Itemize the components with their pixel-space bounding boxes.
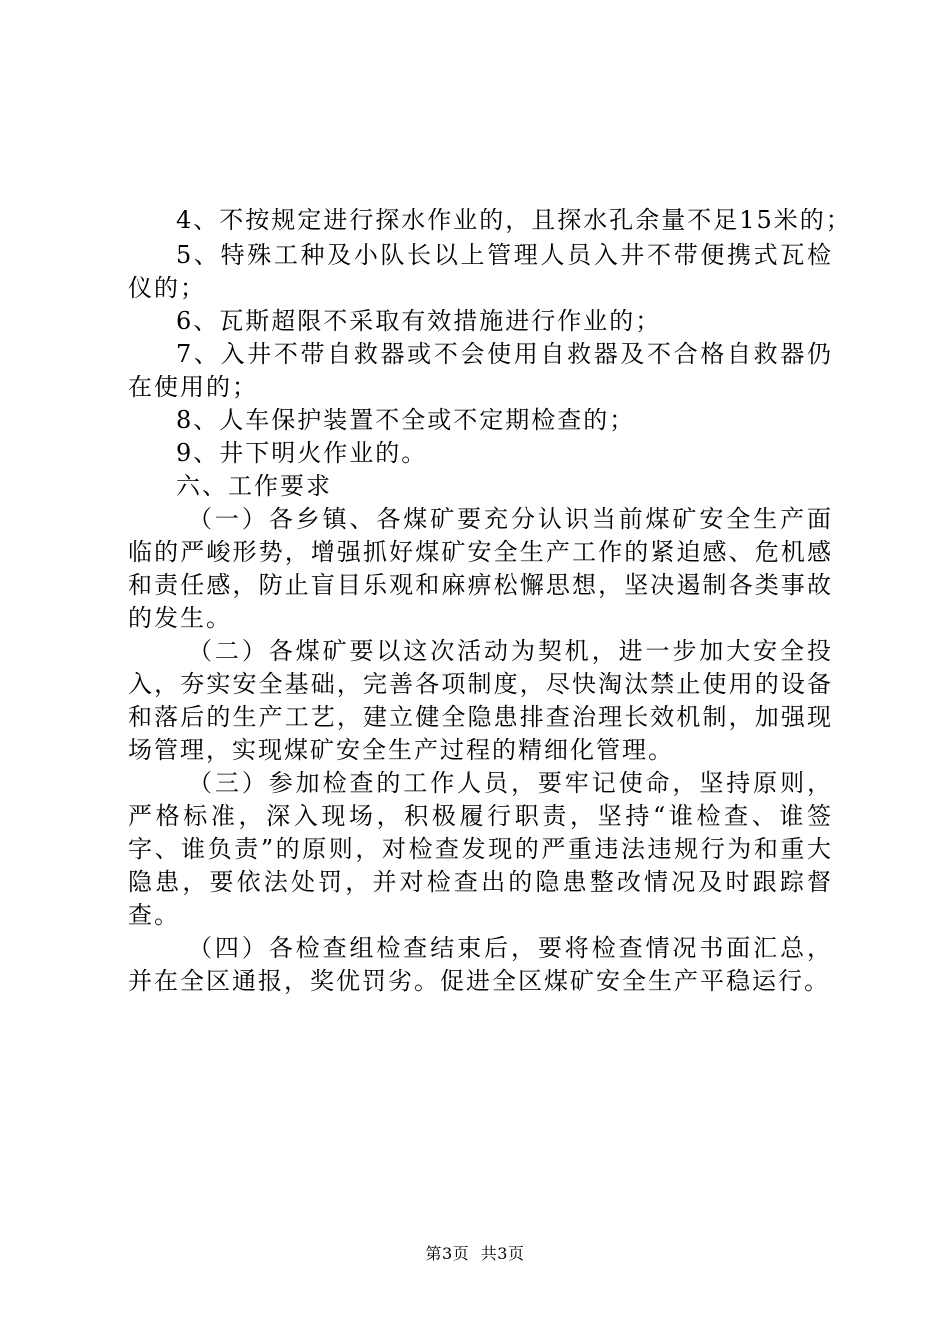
list-item-9: 9、井下明火作业的。: [176, 439, 428, 467]
requirement-4: （四）各检查组检查结束后，要将检查情况书面汇总，并在全区通报，奖优罚劣。促进全区煤矿安全生产平稳运行。: [128, 934, 833, 995]
list-item-8: 8、人车保护装置不全或不定期检查的；: [176, 406, 636, 434]
page-number: 第3页: [425, 1244, 470, 1263]
list-item-5: 5、特殊工种及小队长以上管理人员入井不带便携式瓦检仪的；: [128, 241, 833, 302]
list-item-7: 7、入井不带自救器或不会使用自救器及不合格自救器仍在使用的；: [128, 340, 833, 401]
requirement-3: （三）参加检查的工作人员，要牢记使命，坚持原则，严格标准，深入现场，积极履行职责，坚持“谁检查、谁签字、谁负责”的原则，对检查发现的严重违法违规行为和重大隐患，要依法处罚，并对检查出的隐患整改情况及时跟踪督查。: [128, 769, 833, 929]
document-body: [128, 239, 833, 998]
requirement-1: （一）各乡镇、各煤矿要充分认识当前煤矿安全生产面临的严峻形势，增强抓好煤矿安全生产工作的紧迫感、危机感和责任感，防止盲目乐观和麻痹松懈思想，坚决遏制各类事故的发生。: [128, 505, 833, 632]
section-heading: 六、工作要求: [176, 472, 332, 500]
requirement-2: （二）各煤矿要以这次活动为契机，进一步加大安全投入，夯实安全基础，完善各项制度，尽快淘汰禁止使用的设备和落后的生产工艺，建立健全隐患排查治理长效机制，加强现场管理，实现煤矿安全生产过程的精细化管理。: [128, 637, 833, 764]
page-total: 共3页: [480, 1244, 525, 1263]
list-item-4: 4、不按规定进行探水作业的，且探水孔余量不足15米的；: [176, 206, 852, 234]
page-footer: [0, 1244, 950, 1264]
list-item-6: 6、瓦斯超限不采取有效措施进行作业的；: [176, 307, 662, 335]
